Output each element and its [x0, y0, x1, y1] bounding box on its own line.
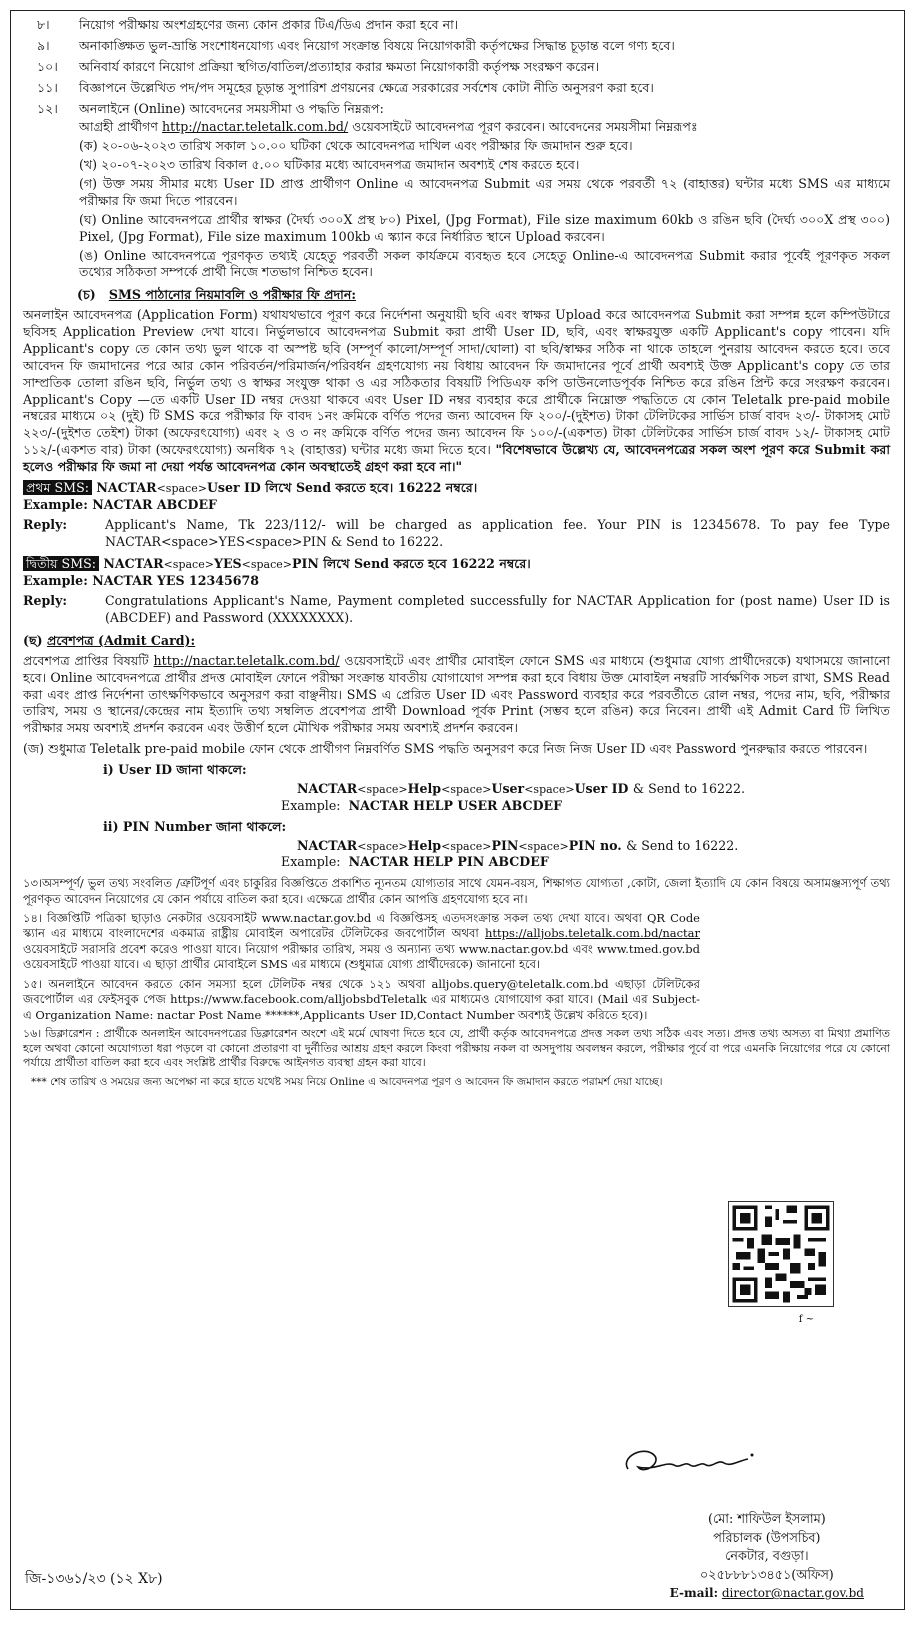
sms-cmd: PIN	[292, 556, 319, 572]
item-12-gha: (ঘ) Online আবেদনপত্রে প্রার্থীর স্বাক্ষর (দৈর্ঘ্য ৩০০X প্রস্থ ৮০) Pixel, (Jpg Format), File size maximum 60kb ও রঙিন ছবি (দৈর্ঘ্য ৩০০X প্রস্থ ৩০০) Pixel, (Jpg Format), File size maximum 100kb এ স্ক্যান করে নির্ধারিত স্থানে Upload করবেন।	[79, 211, 890, 244]
sms-cmd: YES	[213, 556, 242, 572]
heading-prefix: (চ)	[77, 287, 96, 303]
item-12	[23, 101, 890, 284]
reply-label: Reply:	[23, 593, 68, 609]
signatory-email-line	[670, 1585, 864, 1602]
example-label: Example:	[23, 496, 88, 512]
sms-suffix: লিখে Send করতে হবে। 16222 নম্বরে।	[265, 479, 478, 495]
item-12-body	[79, 101, 890, 284]
signatory-office: নেকটার, বগুড়া।	[725, 1549, 809, 1565]
example-label: Example:	[23, 573, 88, 589]
heading-text: প্রবেশপত্র (Admit Card):	[46, 632, 196, 648]
space-token: <space>	[357, 839, 408, 853]
item-number: ৮।	[37, 17, 50, 32]
sms-cmd: NACTAR	[297, 837, 358, 853]
item-12-title: অনলাইনে (Online) আবেদনের সময়সীমা ও পদ্ধতি নিম্নরূপ:	[79, 100, 384, 116]
item-text: অনাকাঙ্ক্ষিত ভুল-ভ্রান্তি সংশোধনযোগ্য এবং নিয়োগ সংক্রান্ত বিষয়ে নিয়োগকারী কর্তৃপক্ষের সিদ্ধান্ত চূড়ান্ত বলে গণ্য হবে।	[79, 37, 675, 53]
space-token: <space>	[518, 839, 569, 853]
userid-known-label: i) User ID জানা থাকলে:	[103, 762, 247, 777]
sms-cmd: Help	[407, 837, 442, 853]
userid-recovery-example	[281, 798, 890, 815]
sms-cmd: NACTAR	[103, 556, 164, 572]
item-number: ১০।	[37, 58, 58, 74]
item-9	[23, 38, 890, 55]
item-number: ৯।	[37, 37, 50, 53]
signature-icon	[614, 1431, 764, 1491]
sms-cmd: PIN no.	[568, 837, 622, 853]
signatory-block	[670, 1511, 864, 1603]
item-14	[23, 911, 700, 973]
heading-prefix: (ছ)	[23, 632, 43, 648]
signatory-phone: ০২৫৮৮৮১৩৪৫১(অফিস)	[699, 1567, 834, 1583]
footnote: *** শেষ তারিখ ও সময়ের জন্য অপেক্ষা না করে হাতে যথেষ্ট সময় নিয়ে Online এ আবেদনপত্র পূরণ ও আবেদন ফি জমাদান করতে পরামর্শ দেয়া যাচ্ছে।	[31, 1076, 663, 1089]
sms-section-heading	[77, 287, 890, 304]
body-text: ১৪। বিজ্ঞপ্তিটি পত্রিকা ছাড়াও নেকটার ওয়েবসাইট www.nactar.gov.bd এ বিজ্ঞপ্তিসহ এতদসংক্রান্ত সকল তথ্য দেখা যাবে। অথবা QR Code স্ক্যান এর মাধ্যমে বাংলাদেশের একমাত্র রাষ্ট্রীয় মোবাইল অপারেটর টেলিটকের জবপোর্টাল অথবা	[23, 911, 700, 941]
first-sms-example	[23, 497, 890, 514]
sms-cmd: NACTAR	[297, 780, 358, 796]
space-token: <space>	[441, 782, 492, 796]
reply-label: Reply:	[23, 516, 68, 532]
space-token: <space>	[241, 558, 292, 572]
item-12-website-line	[79, 119, 890, 136]
item-text: নিয়োগ পরীক্ষায় অংশগ্রহণের জন্য কোন প্রকার টিএ/ডিএ প্রদান করা হবে না।	[79, 17, 459, 32]
first-sms-line	[23, 480, 890, 497]
item-text: বিজ্ঞাপনে উল্লেখিত পদ/পদ সমূহের চূড়ান্ত সুপারিশ প্রণয়নের ক্ষেত্রে সরকারের সর্বশেষ কোটা নীতি অনুসরণ করা হবে।	[79, 79, 654, 95]
sms-cmd: PIN	[491, 837, 519, 853]
email-link[interactable]: director@nactar.gov.bd	[721, 1586, 864, 1601]
qr-code-icon	[728, 1201, 834, 1307]
sms-cmd: User ID	[206, 479, 261, 495]
sms-section-body	[23, 307, 890, 476]
pin-known-label: ii) PIN Number জানা থাকলে:	[103, 818, 287, 834]
example-value: NACTAR HELP USER ABCDEF	[348, 797, 563, 813]
sms-cmd: NACTAR	[96, 479, 157, 495]
item-16: ১৬। ডিক্লারেশন : প্রার্থীকে অনলাইন আবেদনপত্রের ডিক্লারেশন অংশে এই মর্মে ঘোষণা দিতে হবে যে, প্রার্থী কর্তৃক আবেদনপত্রে প্রদত্ত সকল তথ্য সঠিক এবং সত্য। প্রদত্ত তথ্য অসত্য বা মিথ্যা প্রমাণিত হলে অথবা কোনো অযোগ্যতা ধরা পড়লে বা কোনো প্রতারণা বা দুর্নীতির আশ্রয় গ্রহণ করলে কিংবা পরীক্ষায় নকল বা অসদুপায় অবলম্বন করলে, পরীক্ষার পূর্বে বা পরে এমনকি নিয়োগের পরে যে কোনো পর্যায়ে প্রার্থীতা বাতিল করা হবে এবং সংশ্লিষ্ট প্রার্থীর বিরুদ্ধে আইনগত ব্যবস্থা গ্রহন করা যাবে।	[23, 1026, 890, 1070]
body-text: অনলাইন আবেদনপত্র (Application Form) যথাযথভাবে পূরণ করে নির্দেশনা অনুযায়ী ছবি এবং স্বাক্ষর Upload করে আবেদনপত্র Submit করা সম্পন্ন হলে কম্পিউটারে ছবিসহ Application Preview দেখা যাবে। নির্ভুলভাবে আবেদনপত্র Submit করা প্রার্থী User ID, ছবি, এবং স্বাক্ষরযুক্ত একটি Applicant's copy পাবেন। যদি Applicant's copy তে কোন তথ্য ভুল থাকে বা অস্পষ্ট ছবি (সম্পূর্ণ কালো/সম্পূর্ণ সাদা/ঘোলা) বা ছবি/স্বাক্ষর সঠিক না থাকে তাহলে পুনরায় আবেদন করতে হবে। তবে আবেদন ফি জমাদানের পরে আর কোন পরিবর্তন/পরিমার্জন/পরিবর্ধন গ্রহণযোগ্য নয় বিধায় আবেদন ফি জমাদানের পূর্বে প্রার্থী অবশ্যই উক্ত Applicant's copy তে তার সাম্প্রতিক তোলা রঙিন ছবি, নির্ভুল তথ্য ও স্বাক্ষর সংযুক্ত থাকা ও এর সঠিকতার বিষয়টি পিডিএফ কপি ডাউনলোডপূর্বক নিশ্চিত করে রঙিন প্রিন্ট করে সংরক্ষণ করবেন। Applicant's Copy —তে একটি User ID নম্বর দেওয়া থাকবে এবং User ID নম্বর ব্যবহার করে প্রার্থীকে নিম্নোক্ত পদ্ধতিতে যে কোন Teletalk pre-paid mobile নম্বরের মাধ্যমে ০২ (দুই) টি SMS করে পরীক্ষার ফি বাবদ ১নং ক্রমিকে বর্ণিত পদের জন্য আবেদন ফি ২০০/-(দুইশত) টাকা টেলিটকের সার্ভিস চার্জ বাবদ ২৩/- টাকাসহ মোট ২২৩/-(দুইশত তেইশ) টাকা (অফেরৎযোগ্য) এবং ২ ও ৩ নং ক্রমিকে বর্ণিত পদের জন্য আবেদন ফি ১০০/-(একশত) টাকা টেলিটকের সার্ভিস চার্জ বাবদ ১২/- টাকাসহ মোট ১১২/-(একশত বার) টাকা (অফেরৎযোগ্য) অনধিক ৭২ (বাহাত্তর) ঘন্টার মধ্যে জমা দিতে হবে।	[23, 307, 891, 458]
pin-recovery-example	[281, 854, 890, 871]
sms-cmd: Help	[407, 780, 442, 796]
second-sms-line	[23, 556, 890, 573]
item-12-ga: (গ) উক্ত সময় সীমার মধ্যে User ID প্রাপ্ত প্রার্থীগণ Online এ আবেদনপত্র Submit এর সময় থেকে পরবর্তী ৭২ (বাহাত্তর) ঘন্টার মধ্যে SMS এর মাধ্যমে পরীক্ষার ফি জমা দিতে পারবেন।	[79, 176, 890, 208]
line-text: আগ্রহী প্রার্থীগণ	[79, 119, 159, 135]
signatory-name: (মো: শাফিউল ইসলাম)	[707, 1512, 826, 1527]
admit-card-heading	[23, 633, 890, 650]
item-number: ১১।	[37, 79, 58, 95]
space-token: <space>	[357, 782, 408, 796]
recovery-instruction: (জ) শুধুমাত্র Teletalk pre-paid mobile ফোন থেকে প্রার্থীগণ নিম্নবর্ণিত SMS পদ্ধতি অনুসরণ করে নিজ নিজ User ID এবং Password পুনরুদ্ধার করতে পারবেন।	[23, 741, 868, 757]
item-12-uma: (ঙ) Online আবেদনপত্রে পূরণকৃত তথ্যই যেহেতু পরবর্তী সকল কার্যক্রমে ব্যবহৃত হবে সেহেতু Online-এ আবেদনপত্র Submit করার পূর্বেই পূরণকৃত সকল তথ্যের সঠিকতা সম্পর্কে প্রার্থী নিজে শতভাগ নিশ্চিত হবেন।	[79, 247, 890, 280]
item-12-kha: (খ) ২০-০৭-২০২৩ তারিখ বিকাল ৫.০০ ঘটিকার মধ্যে আবেদনপত্র জমাদান অবশ্যই শেষ করতে হবে।	[79, 157, 580, 173]
email-label: E-mail:	[669, 1586, 719, 1601]
item-11	[23, 80, 890, 97]
notice-page	[10, 10, 905, 1610]
reply-text: Congratulations Applicant's Name, Payment completed successfully for NACTAR Application for (post name) User ID is (ABCDEF) and Password (XXXXXXXX).	[105, 593, 890, 625]
item-text: অনিবার্য কারণে নিয়োগ প্রক্রিয়া স্থগিত/বাতিল/প্রত্যাহার করার ক্ষমতা নিয়োগকারী কর্তৃপক্ষ সংরক্ষণ করেন।	[79, 58, 600, 74]
second-sms-example	[23, 573, 890, 590]
alljobs-link[interactable]: https://alljobs.teletalk.com.bd/nactar	[484, 926, 700, 941]
sms-suffix: & Send to 16222.	[632, 780, 746, 796]
teletalk-link[interactable]: http://nactar.teletalk.com.bd/	[162, 119, 349, 135]
teletalk-link[interactable]: http://nactar.teletalk.com.bd/	[153, 652, 340, 668]
body-text: ওয়েবসাইটে সরাসরি প্রবেশ করেও পাওয়া যাবে। নিয়োগ পরীক্ষার তারিখ, সময় ও অন্যান্য তথ্য www.nactar.gov.bd এবং www.tmed.gov.bd ওয়েবসাইটে পাওয়া যাবে। এ ছাড়া প্রার্থীর মোবাইলে SMS এর মাধ্যমে (শুধুমাত্র যোগ্য প্রার্থীদেরকে) জানানো হবে।	[23, 941, 700, 972]
item-13: ১৩।অসম্পূর্ণ/ ভুল তথ্য সংবলিত /ত্রুটিপূর্ণ এবং চাকুরির বিজ্ঞপ্তিতে প্রকাশিত ন্যূনতম যোগ্যতার সাথে যেমন-বয়স, শিক্ষাগত যোগ্যতা ,কোটা, জেলা ইত্যাদি যে কোন বিষয়ে অসামঞ্জস্যপূর্ণ তথ্য পূরণকৃত আবেদন নিয়োগের যে কোন পর্যায়ে বাতিল করা হবে। এক্ষেত্রে প্রার্থীর কোন আপত্তি গ্রহণযোগ্য হবে না।	[23, 876, 890, 906]
second-sms-tag: দ্বিতীয় SMS:	[23, 556, 99, 571]
item-number: ১২।	[37, 100, 58, 116]
first-sms-tag: প্রথম SMS:	[23, 480, 92, 495]
social-icons: f ~	[798, 1314, 814, 1325]
example-value: NACTAR YES 12345678	[92, 573, 260, 589]
userid-recovery-cmd	[297, 781, 890, 798]
space-token: <space>	[441, 839, 492, 853]
heading-text: SMS পাঠানোর নিয়মাবলি ও পরীক্ষার ফি প্রদান:	[108, 287, 357, 303]
first-sms-reply	[23, 517, 890, 551]
item-8	[23, 17, 890, 34]
body-emphasis: "বিশেষভাবে উল্লেখ্য যে, আবেদনপত্রের সকল অংশ পূরণ করে Submit করা হলেও পরীক্ষার ফি জমা না দেয়া পর্যন্ত আবেদনপত্র কোন অবস্থাতেই গ্রহণ করা হবে না।"	[23, 442, 890, 474]
reply-text: Applicant's Name, Tk 223/112/- will be charged as application fee. Your PIN is 12345678. To pay fee Type NACTAR<space>YES<space>PIN & Send to 16222.	[105, 516, 890, 549]
sms-suffix: লিখে Send করতে হবে 16222 নম্বরে।	[323, 556, 531, 572]
body-text: ওয়েবসাইটে এবং প্রার্থীর মোবাইল ফোনে SMS এর মাধ্যমে (শুধুমাত্র যোগ্য প্রার্থীদেরকে) যথাসময়ে জানানো হবে। Online আবেদনপত্রে প্রার্থীর প্রদত্ত মোবাইল ফোনে পরীক্ষা সংক্রান্ত যাবতীয় যোগাযোগ সম্পন্ন করা হবে বিধায় উক্ত মোবাইল নম্বরটি সার্বক্ষণিক সচল রাখা, SMS Read করা এবং প্রাপ্ত নির্দেশনা তাৎক্ষণিকভাবে অনুসরণ করা বাঞ্ছনীয়। SMS এ প্রেরিত User ID এবং Password ব্যবহার করে পরবর্তীতে রোল নম্বর, পদের নাম, ছবি, পরীক্ষার তারিখ, সময় ও স্থানের/কেন্দ্রের নাম ইত্যাদি তথ্য সম্বলিত প্রবেশপত্র প্রার্থী Download পূর্বক Print (সম্ভব হলে রঙিন) করে নিবেন। প্রার্থী এই Admit Card টি লিখিত পরীক্ষার সময় অবশ্যই প্রদর্শন করবেন এবং উত্তীর্ণ হলে মৌখিক পরীক্ষার সময় অবশ্যই প্রদর্শন করবেন।	[23, 652, 890, 736]
item-15: ১৫। অনলাইনে আবেদন করতে কোন সমস্যা হলে টেলিটক নম্বর থেকে ১২১ অথবা alljobs.query@teletalk.com.bd এছাড়া টেলিটকের জবপোর্টাল এর ফেইসবুক পেজ https://www.facebook.com/alljobsbdTeletalk এর মাধ্যমেও যোগাযোগ করা যাবে। (Mail এর Subject- এ Organization Name: nactar Post Name ******,Applicants User ID,Contact Number অবশ্যই উল্লেখ করিতে হবে)।	[23, 976, 700, 1022]
line-text: ওয়েবসাইটে আবেদনপত্র পূরণ করবেন। আবেদনের সময়সীমা নিম্নরূপঃ	[352, 119, 698, 135]
example-label: Example:	[281, 797, 341, 813]
second-sms-reply	[23, 593, 890, 627]
pin-recovery-cmd	[297, 838, 890, 855]
sms-suffix: & Send to 16222.	[626, 837, 739, 853]
item-10	[23, 59, 890, 76]
item-12-ka: (ক) ২০-০৬-২০২৩ তারিখ সকাল ১০.০০ ঘটিকা থেকে আবেদনপত্র দাখিল এবং পরীক্ষার ফি জমাদান শুরু হবে।	[79, 138, 633, 154]
space-token: <space>	[163, 558, 214, 572]
space-token: <space>	[156, 481, 207, 495]
sms-cmd: User ID	[574, 780, 629, 796]
footer-code: জি-১৩৬১/২৩ (১২ X৮)	[25, 1571, 163, 1588]
signatory-designation: পরিচালক (উপসচিব)	[713, 1530, 821, 1546]
example-value: NACTAR ABCDEF	[92, 496, 217, 512]
body-text: প্রবেশপত্র প্রাপ্তির বিষয়টি	[23, 652, 149, 668]
space-token: <space>	[524, 782, 575, 796]
sms-cmd: User	[491, 780, 525, 796]
example-label: Example:	[281, 854, 341, 870]
admit-card-body	[23, 653, 890, 737]
example-value: NACTAR HELP PIN ABCDEF	[348, 854, 549, 870]
